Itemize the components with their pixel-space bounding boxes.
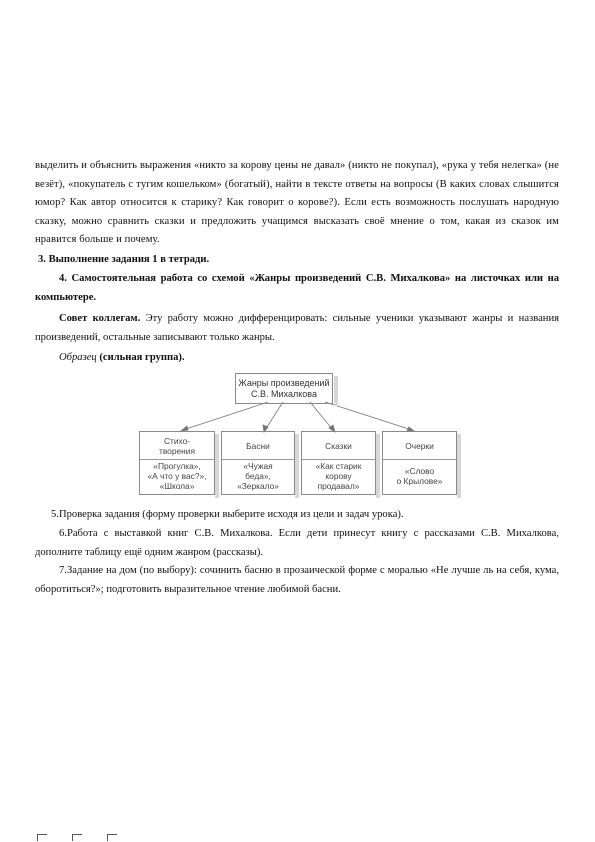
genre-box-tales <box>301 431 376 495</box>
genre-box-shadow <box>457 434 461 498</box>
root-title-line1: Жанры произведений <box>238 377 330 388</box>
genre-work-line: «Чужая <box>243 461 273 471</box>
connector-poems <box>183 402 268 430</box>
genre-work-line: беда», <box>245 471 271 481</box>
connector-essays <box>325 402 412 430</box>
step-4: 4. Самостоятельная работа со схемой «Жанры произведений С.В. Михалкова» на листочках или на компьютере. <box>35 273 559 303</box>
genre-work-line: «Зеркало» <box>237 481 279 491</box>
genre-box-shadow <box>215 434 219 498</box>
step-3: 3. Выполнение задания 1 в тетради. <box>38 254 210 265</box>
connector-tales <box>310 402 333 430</box>
genre-box-shadow <box>376 434 380 498</box>
root-box <box>235 373 333 404</box>
intro-paragraph: выделить и объяснить выражения «никто за корову цены не давал» (никто не покупал), «рука у тебя нелегка» (не везёт), «покупатель с тугим кошельком» (богатый), найти в тексте ответы на вопросы (В каких словах слышится юмор? Как автор относится к старику? Как говорит о корове?). Если есть возможность послушать народную сказку, можно сравнить сказки и предложить учащимся высказать своё мнение о том, какая из сказок им нравится больше и почему. <box>35 160 559 246</box>
root-title-line2: С.В. Михалкова <box>251 388 317 399</box>
footer-mark <box>37 834 47 841</box>
genre-box-essays <box>382 431 457 495</box>
genre-name-line2: творения <box>158 445 195 456</box>
genre-work-line: продавал» <box>317 481 360 491</box>
advice-label: Совет коллегам. <box>59 313 141 324</box>
genre-box-fables <box>221 431 295 495</box>
connector-fables <box>265 402 283 430</box>
genre-name-line1: Стихо- <box>163 435 191 446</box>
advice-text: Эту работу можно дифференцировать: сильные ученики указывают жанры и названия произведений, остальные записывают только жанры. <box>35 313 559 343</box>
root-box-shadow <box>334 376 338 406</box>
genre-box-shadow <box>295 434 299 498</box>
genre-work-line: «Слово <box>404 466 435 476</box>
genre-work-line: «А что у вас?», <box>147 471 207 481</box>
genre-work-line: «Школа» <box>159 481 195 491</box>
genre-work-line: «Прогулка», <box>153 461 201 471</box>
step-6: 6.Работа с выставкой книг С.В. Михалкова. Если дети принесут книгу с рассказами С.В. Михалкова, дополните таблицу ещё одним жанром (рассказы). <box>35 528 559 558</box>
sample-bold: (сильная группа). <box>96 352 185 363</box>
genre-work-line: о Крылове» <box>396 476 443 486</box>
genre-name-line1: Очерки <box>405 440 434 451</box>
genre-name-line1: Басни <box>246 440 270 451</box>
genre-work-line: корову <box>325 471 352 481</box>
footer-mark <box>72 834 82 841</box>
genre-name-line1: Сказки <box>325 440 352 451</box>
genre-work-line: «Как старик <box>315 461 362 471</box>
genre-box-poems <box>139 431 215 495</box>
step-5: 5.Проверка задания (форму проверки выберите исходя из цели и задач урока). <box>51 509 404 520</box>
step-7: 7.Задание на дом (по выбору): сочинить басню в прозаической форме с моралью «Не лучше ль на себя, кума, оборотиться?»; подготовить выразительное чтение любимой басни. <box>35 565 559 595</box>
sample-italic: Образец <box>59 352 97 363</box>
footer-mark <box>107 834 117 841</box>
